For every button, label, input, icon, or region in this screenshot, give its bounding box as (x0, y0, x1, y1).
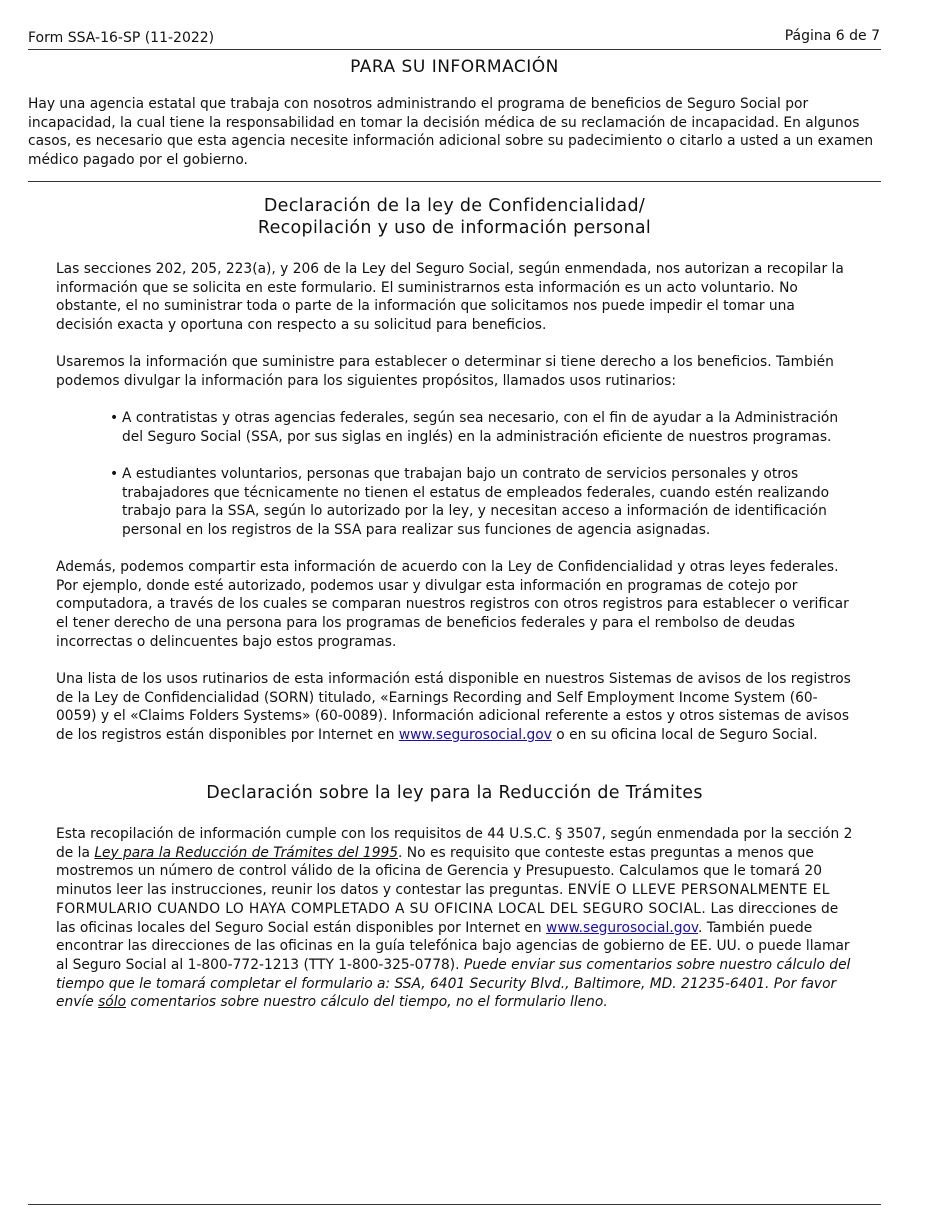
bullet-text: A estudiantes voluntarios, personas que trabajan bajo un contrato de servicios personales y otros trabajadores que técnicamente no tienen el estatus de empleados federales, cuando estén realizando trabajo para la SSA, según lo autorizado por la ley, y necesitan acceso a información de identificación personal en los registros de la SSA para realizar sus funciones de agencia asignadas. (122, 466, 830, 539)
privacy-paragraph-4 (56, 670, 856, 745)
privacy-paragraph-1: Las secciones 202, 205, 223(a), y 206 de la Ley del Seguro Social, según enmendada, nos autorizan a recopilar la información que se solicita en este formulario. El suministrarnos esta información es un acto voluntario. No obstante, el no suministrar toda o parte de la información que solicitamos nos puede impedir el tomar una decisión exacta y oportuna con respecto a su solicitud para beneficios. (56, 261, 844, 334)
privacy-title-line1: Declaración de la ley de Confidencialidad/ (263, 196, 646, 216)
law-name: Ley para la Reducción de Trámites del 1995 (94, 844, 399, 861)
bullet-icon: • (110, 410, 119, 426)
bullet-icon: • (110, 466, 119, 482)
form-id: Form SSA-16-SP (11-2022) (28, 30, 215, 46)
only-emphasis: sólo (98, 994, 127, 1011)
sorn-text: Una lista de los usos rutinarios de esta información está disponible en nuestros Sistemas de avisos de los registros de la Ley de Confidencialidad (SORN) titulado, «Earnings Recording and Self Employment Income System (60-0059) y el «Claims Folders Systems» (60-0089). Información adicional referente a estos y otros sistemas de avisos de los registros están disponibles por Internet en (56, 671, 851, 744)
header-divider (28, 49, 881, 50)
send-instruction: ENVÍE O LLEVE PERSONALMENTE EL FORMULARIO CUANDO LO HAYA COMPLETADO A SU OFICINA LOCAL DEL SEGURO SOCIAL. (56, 882, 830, 917)
segurosocial-link[interactable]: www.segurosocial.gov (398, 727, 552, 744)
comments-text-b: comentarios sobre nuestro cálculo del tiempo, no el formulario lleno. (126, 994, 608, 1011)
privacy-paragraph-3: Además, podemos compartir esta información de acuerdo con la Ley de Confidencialidad y otras leyes federales. Por ejemplo, donde esté autorizado, podemos usar y divulgar esta información en programas de cotejo por computadora, a través de los cuales se comparan nuestros registros con otros registros para establecer o verificar el tener derecho de una persona para los programas de beneficios federales y para el rembolso de deudas incorrectas o delincuentes bajo estos programas. (56, 559, 849, 650)
privacy-title-line2: Recopilación y uso de información personal (257, 218, 652, 238)
paperwork-text-a: Esta recopilación de información cumple con los requisitos de 44 U.S.C. § 3507, según enmendada por la sección 2 de la (56, 826, 853, 861)
paperwork-text-c: Las direcciones de las oficinas locales del Seguro Social están disponibles por Internet en (56, 900, 839, 936)
info-paragraph: Hay una agencia estatal que trabaja con nosotros administrando el programa de beneficios de Seguro Social por incapacidad, la cual tiene la responsabilidad en tomar la decisión médica de su reclamación de incapacidad. En algunos casos, es necesario que esta agencia necesite información adicional sobre su padecimiento o citarlo a usted a un examen médico pagado por el gobierno. (28, 96, 874, 169)
paperwork-paragraph (56, 825, 856, 1012)
privacy-title (28, 195, 881, 239)
bullet-text: A contratistas y otras agencias federales, según sea necesario, con el fin de ayudar a la Administración del Seguro Social (SSA, por sus siglas en inglés) en la administración eficiente de nuestros programas. (122, 410, 839, 445)
footer-divider (28, 1204, 881, 1205)
page-number: Página 6 de 7 (784, 28, 880, 44)
segurosocial-link[interactable]: www.segurosocial.gov (546, 919, 699, 936)
info-title: PARA SU INFORMACIÓN (350, 57, 559, 77)
routine-use-bullet (110, 409, 857, 446)
comments-text-a: Puede enviar sus comentarios sobre nuestro cálculo del tiempo que le tomará completar el formulario a: SSA, 6401 Security Blvd., Baltimore, MD. 21235-6401. Por favor envíe (56, 956, 851, 1011)
routine-use-bullet (110, 465, 857, 540)
paperwork-title: Declaración sobre la ley para la Reducción de Trámites (206, 783, 703, 803)
paperwork-text-b: . No es requisito que conteste estas preguntas a menos que mostremos un número de control válido de la oficina de Gerencia y Presupuesto. Calculamos que le tomará 20 minutos leer las instrucciones, reunir los datos y contestar las preguntas. (56, 844, 822, 899)
privacy-paragraph-2: Usaremos la información que suministre para establecer o determinar si tiene derecho a los beneficios. También podemos divulgar la información para los siguientes propósitos, llamados usos rutinarios: (56, 354, 834, 389)
section-divider (28, 181, 881, 182)
paperwork-text-d: . También puede encontrar las direcciones de las oficinas en la guía telefónica bajo agencias de gobierno de EE. UU. o puede llamar al Seguro Social al 1-800-772-1213 (TTY 1-800-325-0778). (56, 919, 850, 973)
sorn-text-end: o en su oficina local de Seguro Social. (551, 727, 818, 744)
